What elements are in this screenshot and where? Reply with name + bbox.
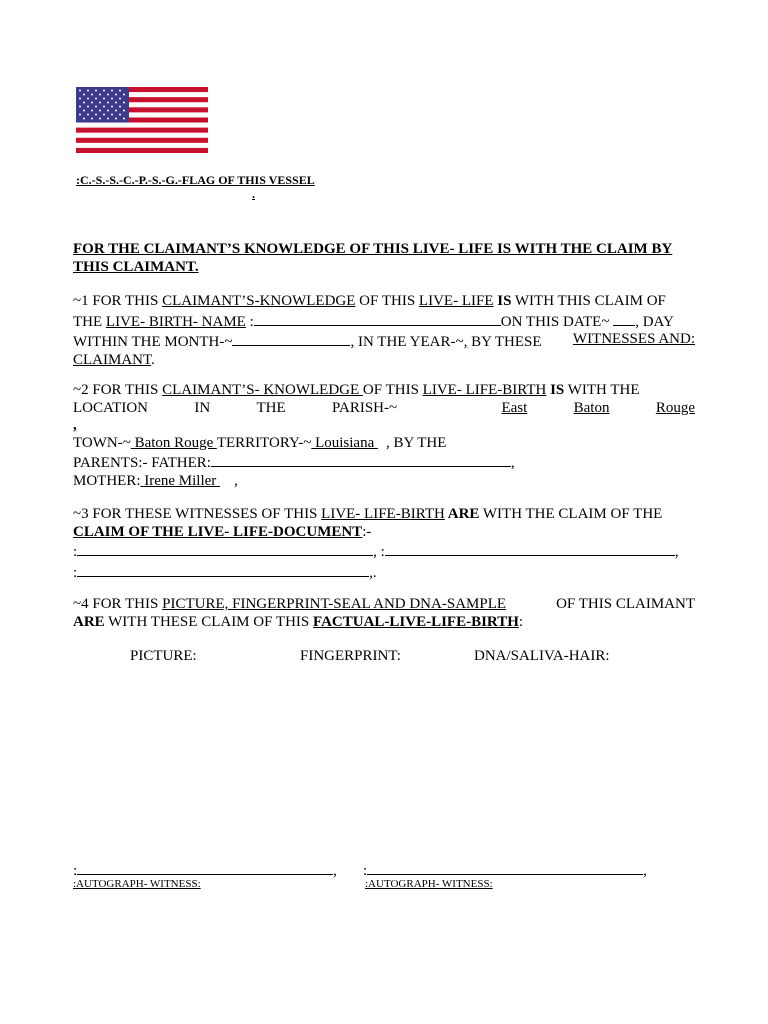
- section-3-line-1: [73, 506, 695, 524]
- s3-comma-3: ,: [369, 564, 373, 581]
- father-field[interactable]: [211, 452, 511, 467]
- sig2-colon: :: [363, 863, 368, 879]
- month-field[interactable]: [232, 331, 350, 346]
- s1-on-date: ON THIS DATE~: [500, 313, 614, 330]
- s2-parish-group: [332, 400, 455, 418]
- s1-lead: ~1 FOR THIS: [73, 293, 163, 309]
- s2-by-the: BY THE: [389, 434, 447, 451]
- s1-day-label: DAY: [638, 313, 674, 330]
- section-2-line-5: [73, 452, 695, 473]
- fingerprint-label: FINGERPRINT:: [300, 648, 401, 664]
- s2-knowledge: CLAIMANT’S- KNOWLEDGE: [162, 382, 363, 398]
- section-4-line-1: [73, 596, 695, 614]
- day-field[interactable]: [613, 311, 635, 326]
- sig1-colon: :: [73, 863, 78, 879]
- s2-is: IS: [546, 382, 565, 398]
- s2-mother-label: MOTHER:: [73, 472, 141, 489]
- witness-field-3[interactable]: [77, 562, 369, 577]
- s3-colon-2: :: [376, 544, 385, 560]
- vessel-flag-caption: :C.-S.-S.-C.-P.-S.-G.-FLAG OF THIS VESSEL: [76, 173, 315, 187]
- section-2-line-6: [73, 473, 695, 491]
- s3-live-life-birth: LIVE- LIFE-BIRTH: [321, 506, 445, 522]
- s2-parish-comma: ,: [73, 417, 77, 433]
- s1-text: [73, 293, 666, 311]
- section-4: [73, 596, 695, 631]
- s2-father-comma: ,: [510, 455, 515, 471]
- section-3-line-4: [73, 562, 695, 583]
- section-2-line-3: [73, 417, 695, 435]
- us-flag-icon: [76, 87, 208, 153]
- s4-factual-birth: FACTUAL-LIVE-LIFE-BIRTH: [313, 613, 519, 630]
- vessel-caption-dot: .: [252, 187, 255, 201]
- s1-birth-name-label: LIVE- BIRTH- NAME: [105, 313, 246, 330]
- section-3: [73, 506, 695, 582]
- section-1: [73, 293, 695, 369]
- s4-colon: :: [518, 613, 524, 630]
- section-2: [73, 382, 695, 490]
- sig2-comma: ,: [643, 863, 647, 879]
- s1-live-life: LIVE- LIFE: [418, 293, 494, 309]
- s1-with-claim: WITH THIS CLAIM OF: [511, 293, 666, 309]
- s3-are: ARE: [444, 506, 480, 522]
- sig1-comma: ,: [333, 863, 337, 879]
- s2-location: LOCATION: [73, 399, 148, 416]
- s3-colon-dash: :-: [362, 523, 372, 540]
- s2-parish-label: PARISH-~: [332, 399, 398, 416]
- section-1-line-3: [73, 331, 695, 352]
- parish-rouge: Rouge: [655, 399, 695, 416]
- s1-month-year: [73, 331, 542, 352]
- section-3-line-2: [73, 524, 695, 542]
- autograph-field-2[interactable]: [367, 860, 643, 875]
- signature-line-1: [73, 860, 337, 880]
- birth-name-field[interactable]: [254, 311, 501, 326]
- parish-baton: Baton: [573, 399, 610, 416]
- s4-lead-group: [73, 596, 506, 614]
- s2-town-label: TOWN-~: [73, 434, 131, 451]
- s2-with-the: WITH THE: [564, 382, 640, 398]
- section-1-line-4: [73, 352, 695, 370]
- document-heading: FOR THE CLAIMANT’S KNOWLEDGE OF THIS LIVE- LIFE IS WITH THE CLAIM BY THIS CLAIMANT.: [73, 241, 673, 275]
- s2-live-life-birth: LIVE- LIFE-BIRTH: [422, 382, 547, 398]
- s3-lead: ~3 FOR THESE WITNESSES OF THIS: [73, 506, 322, 522]
- mother-value[interactable]: Irene Miller: [140, 472, 221, 489]
- s1-month-label: WITHIN THE MONTH-~: [73, 334, 233, 350]
- s1-is: IS: [493, 293, 512, 309]
- section-3-line-3: [73, 541, 695, 562]
- s4-of-claimant: OF THIS CLAIMANT: [556, 596, 695, 612]
- s2-of-this: OF THIS: [362, 382, 423, 398]
- s2-the: THE: [256, 399, 286, 416]
- witness-field-2[interactable]: [385, 541, 675, 556]
- s3-colon-3: :: [73, 564, 78, 581]
- s1-knowledge: CLAIMANT’S-KNOWLEDGE: [162, 293, 356, 309]
- s2-father-label: PARENTS:- FATHER:: [73, 455, 211, 471]
- s4-picture-seal-sample: PICTURE, FINGERPRINT-SEAL AND DNA-SAMPLE: [162, 596, 507, 612]
- autograph-field-1[interactable]: [77, 860, 333, 875]
- section-1-line-2: [73, 311, 695, 332]
- signature-line-2: [363, 860, 647, 880]
- s1-by-these: BY THESE: [467, 334, 542, 350]
- territory-value[interactable]: Louisiana: [311, 434, 378, 451]
- s3-colon-1: :: [73, 544, 78, 560]
- s4-lead: ~4 FOR THIS: [73, 596, 163, 612]
- town-value[interactable]: Baton Rouge: [130, 434, 217, 451]
- autograph-label-1: :AUTOGRAPH- WITNESS:: [73, 878, 201, 890]
- s2-mother-comma: ,: [234, 472, 238, 489]
- witness-field-1[interactable]: [77, 541, 373, 556]
- year-field[interactable]: ,: [463, 334, 468, 350]
- s3-with-claim: WITH THE CLAIM OF THE: [479, 506, 663, 522]
- parish-east: East: [501, 399, 528, 416]
- s1-colon: :: [245, 313, 254, 330]
- picture-label: PICTURE:: [130, 648, 197, 664]
- s1-month-comma: ,: [350, 334, 355, 350]
- section-4-line-2: [73, 614, 695, 632]
- s1-witnesses: WITNESSES AND:: [572, 331, 695, 347]
- s1-year-label: IN THE YEAR-~: [354, 334, 464, 350]
- section-2-line-1: [73, 382, 695, 400]
- s3-claim-document: CLAIM OF THE LIVE- LIFE-DOCUMENT: [73, 523, 363, 540]
- s2-territory-label: TERRITORY-~: [216, 434, 312, 451]
- autograph-label-2: :AUTOGRAPH- WITNESS:: [365, 878, 493, 890]
- s4-are: ARE: [73, 613, 105, 630]
- s1-claimant: CLAIMANT: [73, 351, 152, 368]
- s3-comma-1: ,: [373, 544, 377, 560]
- s3-period: .: [372, 564, 377, 581]
- section-1-line-1: [73, 293, 695, 311]
- section-2-line-2: [73, 400, 695, 418]
- dna-label: DNA/SALIVA-HAIR:: [474, 648, 610, 664]
- s1-day-comma: ,: [635, 313, 639, 330]
- s4-with-claim: WITH THESE CLAIM OF THIS: [104, 613, 314, 630]
- s1-period: .: [151, 351, 155, 368]
- s1-of-this: OF THIS: [355, 293, 419, 309]
- section-2-line-4: [73, 435, 695, 453]
- s2-in: IN: [194, 399, 211, 416]
- s3-comma-2: ,: [674, 544, 679, 560]
- s1-the: THE: [73, 313, 106, 330]
- s2-lead: ~2 FOR THIS: [73, 382, 163, 398]
- s2-territory-comma: ,: [385, 434, 390, 451]
